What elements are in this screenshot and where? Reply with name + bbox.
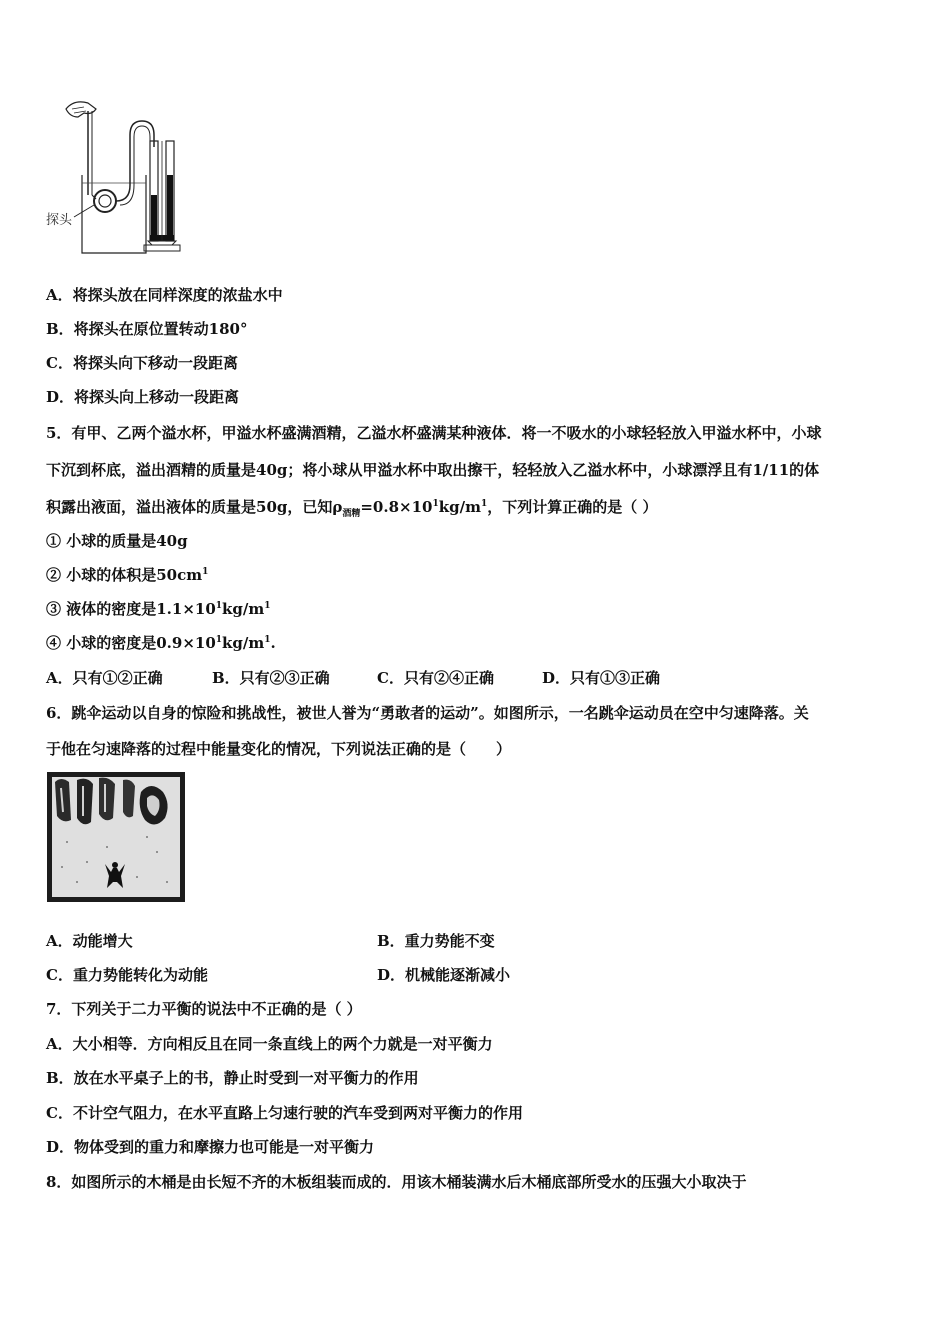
q5-line3-d: ，下列计算正确的是（ ） <box>487 498 658 516</box>
pressure-probe-figure <box>44 95 194 260</box>
q5-line3-sub: 酒精 <box>342 509 361 519</box>
q5-s2-text: ② 小球的体积是50cm <box>46 566 203 584</box>
q5-s3-sup2: 1 <box>264 601 271 611</box>
q7-option-d: D．物体受到的重力和摩擦力也可能是一对平衡力 <box>46 1138 375 1156</box>
q5-s3-text: ③ 液体的密度是1.1×10 <box>46 600 216 618</box>
q8-stem: 8．如图所示的木桶是由长短不齐的木板组装而成的．用该木桶装满水后木桶底部所受水的压强大小取决于 <box>46 1173 747 1191</box>
q5-s4-unit: kg/m <box>222 634 265 652</box>
q5-s4-sup1: 1 <box>215 635 223 645</box>
q7-stem: 7．下列关于二力平衡的说法中不正确的是（ ） <box>46 1000 362 1018</box>
q5-s4-text: ④ 小球的密度是0.9×10 <box>46 634 216 652</box>
q7-option-a: A．大小相等．方向相反且在同一条直线上的两个力就是一对平衡力 <box>46 1035 493 1053</box>
q5-s4-sup2: 1 <box>264 635 271 645</box>
q6-option-d: D．机械能逐渐减小 <box>377 966 511 984</box>
q5-s4-end: . <box>270 634 276 652</box>
q5-statement-1: ① 小球的质量是40g <box>46 532 188 550</box>
q6-option-a: A．动能增大 <box>46 932 133 950</box>
q7-option-c: C．不计空气阻力，在水平直路上匀速行驶的汽车受到两对平衡力的作用 <box>46 1104 523 1122</box>
q5-statement-4 <box>46 633 276 653</box>
q5-statement-3 <box>46 599 271 619</box>
q4-option-a: A．将探头放在同样深度的浓盐水中 <box>46 286 283 304</box>
q4-option-b: B．将探头在原位置转动180° <box>46 320 248 338</box>
q6-option-b: B．重力势能不变 <box>377 932 495 950</box>
q5-option-b: B．只有②③正确 <box>212 669 330 687</box>
pressure-probe-diagram <box>44 95 194 260</box>
q4-option-d: D．将探头向上移动一段距离 <box>46 388 240 406</box>
q4-option-c: C．将探头向下移动一段距离 <box>46 354 238 372</box>
q5-line3-sup2: 1 <box>480 499 488 509</box>
q5-s3-sup1: 1 <box>215 601 223 611</box>
q5-statement-2 <box>46 565 208 585</box>
q5-option-d: D．只有①③正确 <box>542 669 661 687</box>
q5-option-c: C．只有②④正确 <box>377 669 494 687</box>
q5-option-a: A．只有①②正确 <box>46 669 163 687</box>
q5-line3-a: 积露出液面，溢出液体的质量是50g，已知ρ <box>46 498 343 516</box>
q5-stem-line1: 5．有甲、乙两个溢水杯，甲溢水杯盛满酒精，乙溢水杯盛满某种液体．将一不吸水的小球轻轻放入甲溢水杯中，小球 <box>46 424 822 442</box>
q5-line3-sup1: 1 <box>432 499 439 509</box>
q5-s2-sup: 1 <box>202 567 209 577</box>
q6-option-c: C．重力势能转化为动能 <box>46 966 208 984</box>
q5-stem-line2: 下沉到杯底，溢出酒精的质量是40g；将小球从甲溢水杯中取出擦干，轻轻放入乙溢水杯中，小球漂浮且有1/11的体 <box>46 461 820 479</box>
q5-line3-b: =0.8×10 <box>360 498 433 516</box>
q6-stem-line1: 6．跳伞运动以自身的惊险和挑战性，被世人誉为“勇敢者的运动”。如图所示，一名跳伞运动员在空中匀速降落。关 <box>46 704 809 722</box>
q6-stem-line2: 于他在匀速降落的过程中能量变化的情况，下列说法正确的是（ ） <box>46 740 512 758</box>
q7-option-b: B．放在水平桌子上的书，静止时受到一对平衡力的作用 <box>46 1069 419 1087</box>
q5-line3-c: kg/m <box>438 498 481 516</box>
skydiver-photo <box>47 772 185 902</box>
skydiver-image <box>47 772 185 902</box>
q5-s3-unit: kg/m <box>222 600 265 618</box>
q5-stem-line3 <box>46 497 657 524</box>
probe-label: 探头 <box>46 213 73 228</box>
